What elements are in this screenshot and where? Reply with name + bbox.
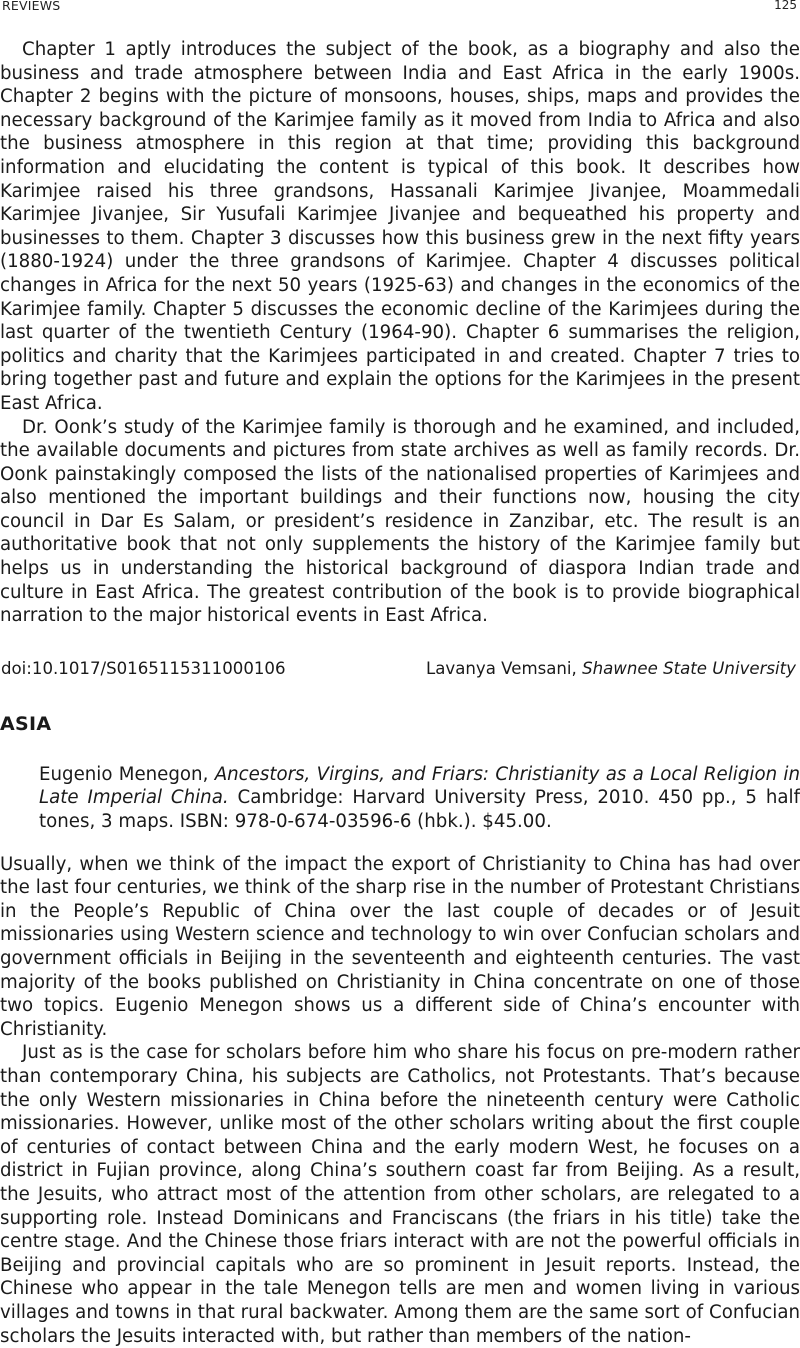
reviewer-affiliation: Shawnee State University	[582, 658, 796, 678]
review1-reviewer	[426, 657, 796, 681]
article-body	[0, 38, 800, 1348]
review2-paragraph-1: Usually, when we think of the impact the export of Christianity to China has had over the last four centuries, we think of the sharp rise in the number of Protestant Christians in the People’s Republic of China over the last couple of decades or of Jesuit missionaries using Western science and technology to win over Confucian scholars and government officials in Beijing in the seventeenth and eighteenth centuries. The vast majority of the books published on Christianity in China concentrate on one of those two topics. Eugenio Menegon shows us a different side of China’s encounter with Christianity.	[0, 853, 800, 1040]
citation-details: Cambridge: Harvard University Press, 2010. 450 pp., 5 half tones, 3 maps. ISBN: 978-0-674-03596-6 (hbk.). $45.00.	[39, 787, 800, 833]
review1-doi: doi:10.1017/S0165115311000106	[1, 658, 286, 678]
review2-paragraph-2: Just as is the case for scholars before him who share his focus on pre-modern rather than contemporary China, his subjects are Catholics, not Protestants. That’s because the only Western missionaries in China before the nineteenth century were Catholic missionaries. However, unlike most of the other scholars writing about the first couple of centuries of contact between China and the early modern West, he focuses on a district in Fujian province, along China’s southern coast far from Beijing. As a result, the Jesuits, who attract most of the attention from other scholars, are relegated to a supporting role. Instead Dominicans and Franciscans (the friars in his title) take the centre stage. And the Chinese those friars interact with are not the powerful officials in Beijing and provincial capitals who are so prominent in Jesuit reports. Instead, the Chinese who appear in the tale Menegon tells are men and women living in various villages and towns in that rural backwater. Among them are the same sort of Confucian scholars the Jesuits interacted with, but rather than members of the nation-	[0, 1042, 800, 1347]
running-head	[0, 0, 800, 16]
review1-paragraph-2: Dr. Oonk’s study of the Karimjee family is thorough and he examined, and included, the available documents and pictures from state archives as well as family records. Dr. Oonk painstakingly composed the lists of the nationalised properties of Karimjees and also mentioned the important buildings and their functions now, housing the city council in Dar Es Salam, or president’s residence in Zanzibar, etc. The result is an authoritative book that not only supplements the history of the Karimjee family but helps us in understanding the historical background of diaspora Indian trade and culture in East Africa. The greatest contribution of the book is to provide biographical narration to the major historical events in East Africa.	[0, 416, 800, 627]
section-heading: ASIA	[0, 712, 52, 735]
review1-paragraph-1: Chapter 1 aptly introduces the subject of the book, as a biography and also the business and trade atmosphere between India and East Africa in the early 1900s. Chapter 2 begins with the picture of monsoons, houses, ships, maps and provides the necessary background of the Karimjee family as it moved from India to Africa and also the business atmosphere in this region at that time; providing this background information and elucidating the content is typical of this book. It describes how Karimjee raised his three grandsons, Hassanali Karimjee Jivanjee, Moammedali Karimjee Jivanjee, Sir Yusufali Karimjee Jivanjee and bequeathed his property and businesses to them. Chapter 3 discusses how this business grew in the next fifty years (1880-1924) under the three grandsons of Karimjee. Chapter 4 discusses political changes in Africa for the next 50 years (1925-63) and changes in the economics of the Karimjee family. Chapter 5 discusses the economic decline of the Karimjees during the last quarter of the twentieth Century (1964-90). Chapter 6 summarises the religion, politics and charity that the Karimjees participated in and created. Chapter 7 tries to bring together past and future and explain the options for the Karimjees in the present East Africa.	[0, 39, 800, 414]
review1-signature	[0, 657, 800, 681]
citation-title: Ancestors, Virgins, and Friars: Christianity as a Local Religion in Late Imperial China.	[39, 763, 800, 809]
running-head-title: REVIEWS	[2, 0, 61, 13]
review2-book-citation	[0, 763, 800, 834]
reviewer-name: Lavanya Vemsani,	[425, 658, 583, 678]
citation-author: Eugenio Menegon,	[39, 763, 215, 785]
page-number: 125	[774, 0, 797, 12]
